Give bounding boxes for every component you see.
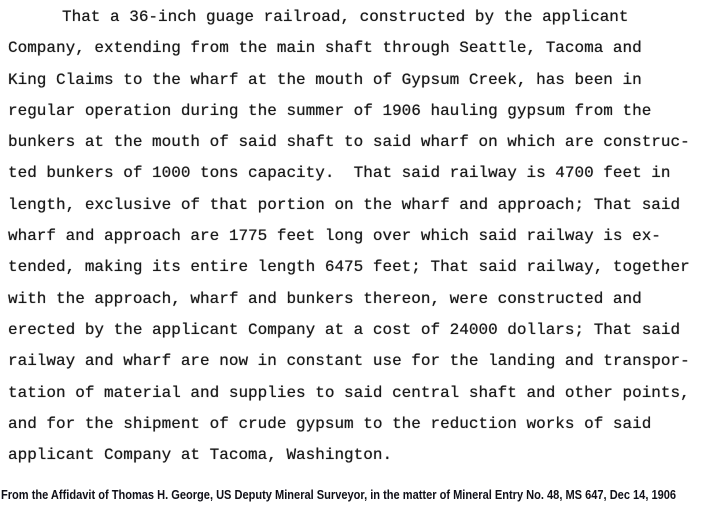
source-caption	[1, 486, 702, 503]
body-line: ted bunkers of 1000 tons capacity. That said railway is 4700 feet in	[8, 164, 671, 183]
body-line: wharf and approach are 1775 feet long over which said railway is ex-	[8, 227, 661, 246]
body-line: King Claims to the wharf at the mouth of Gypsum Creek, has been in	[8, 70, 642, 89]
body-line: tation of material and supplies to said central shaft and other points,	[8, 383, 690, 402]
body-line: with the approach, wharf and bunkers thereon, were constructed and	[8, 289, 642, 308]
source-caption-text: From the Affidavit of Thomas H. George, US Deputy Mineral Surveyor, in the matter of Mineral Entry No. 48, MS 647, Dec 14, 1906	[1, 487, 677, 502]
body-line: regular operation during the summer of 1906 hauling gypsum from the	[8, 101, 652, 120]
body-line: and for the shipment of crude gypsum to the reduction works of said	[8, 414, 652, 433]
body-line: erected by the applicant Company at a cost of 24000 dollars; That said	[8, 320, 681, 339]
body-line: tended, making its entire length 6475 feet; That said railway, together	[8, 258, 690, 277]
affidavit-body	[8, 2, 702, 471]
body-line: That a 36-inch guage railroad, constructed by the applicant	[62, 8, 629, 26]
body-line: length, exclusive of that portion on the wharf and approach; That said	[8, 195, 681, 214]
body-line: Company, extending from the main shaft through Seattle, Tacoma and	[8, 39, 642, 58]
body-line: applicant Company at Tacoma, Washington.	[8, 446, 393, 465]
body-line: railway and wharf are now in constant use for the landing and transpor-	[8, 352, 690, 371]
body-line: bunkers at the mouth of said shaft to said wharf on which are construc-	[8, 133, 690, 152]
